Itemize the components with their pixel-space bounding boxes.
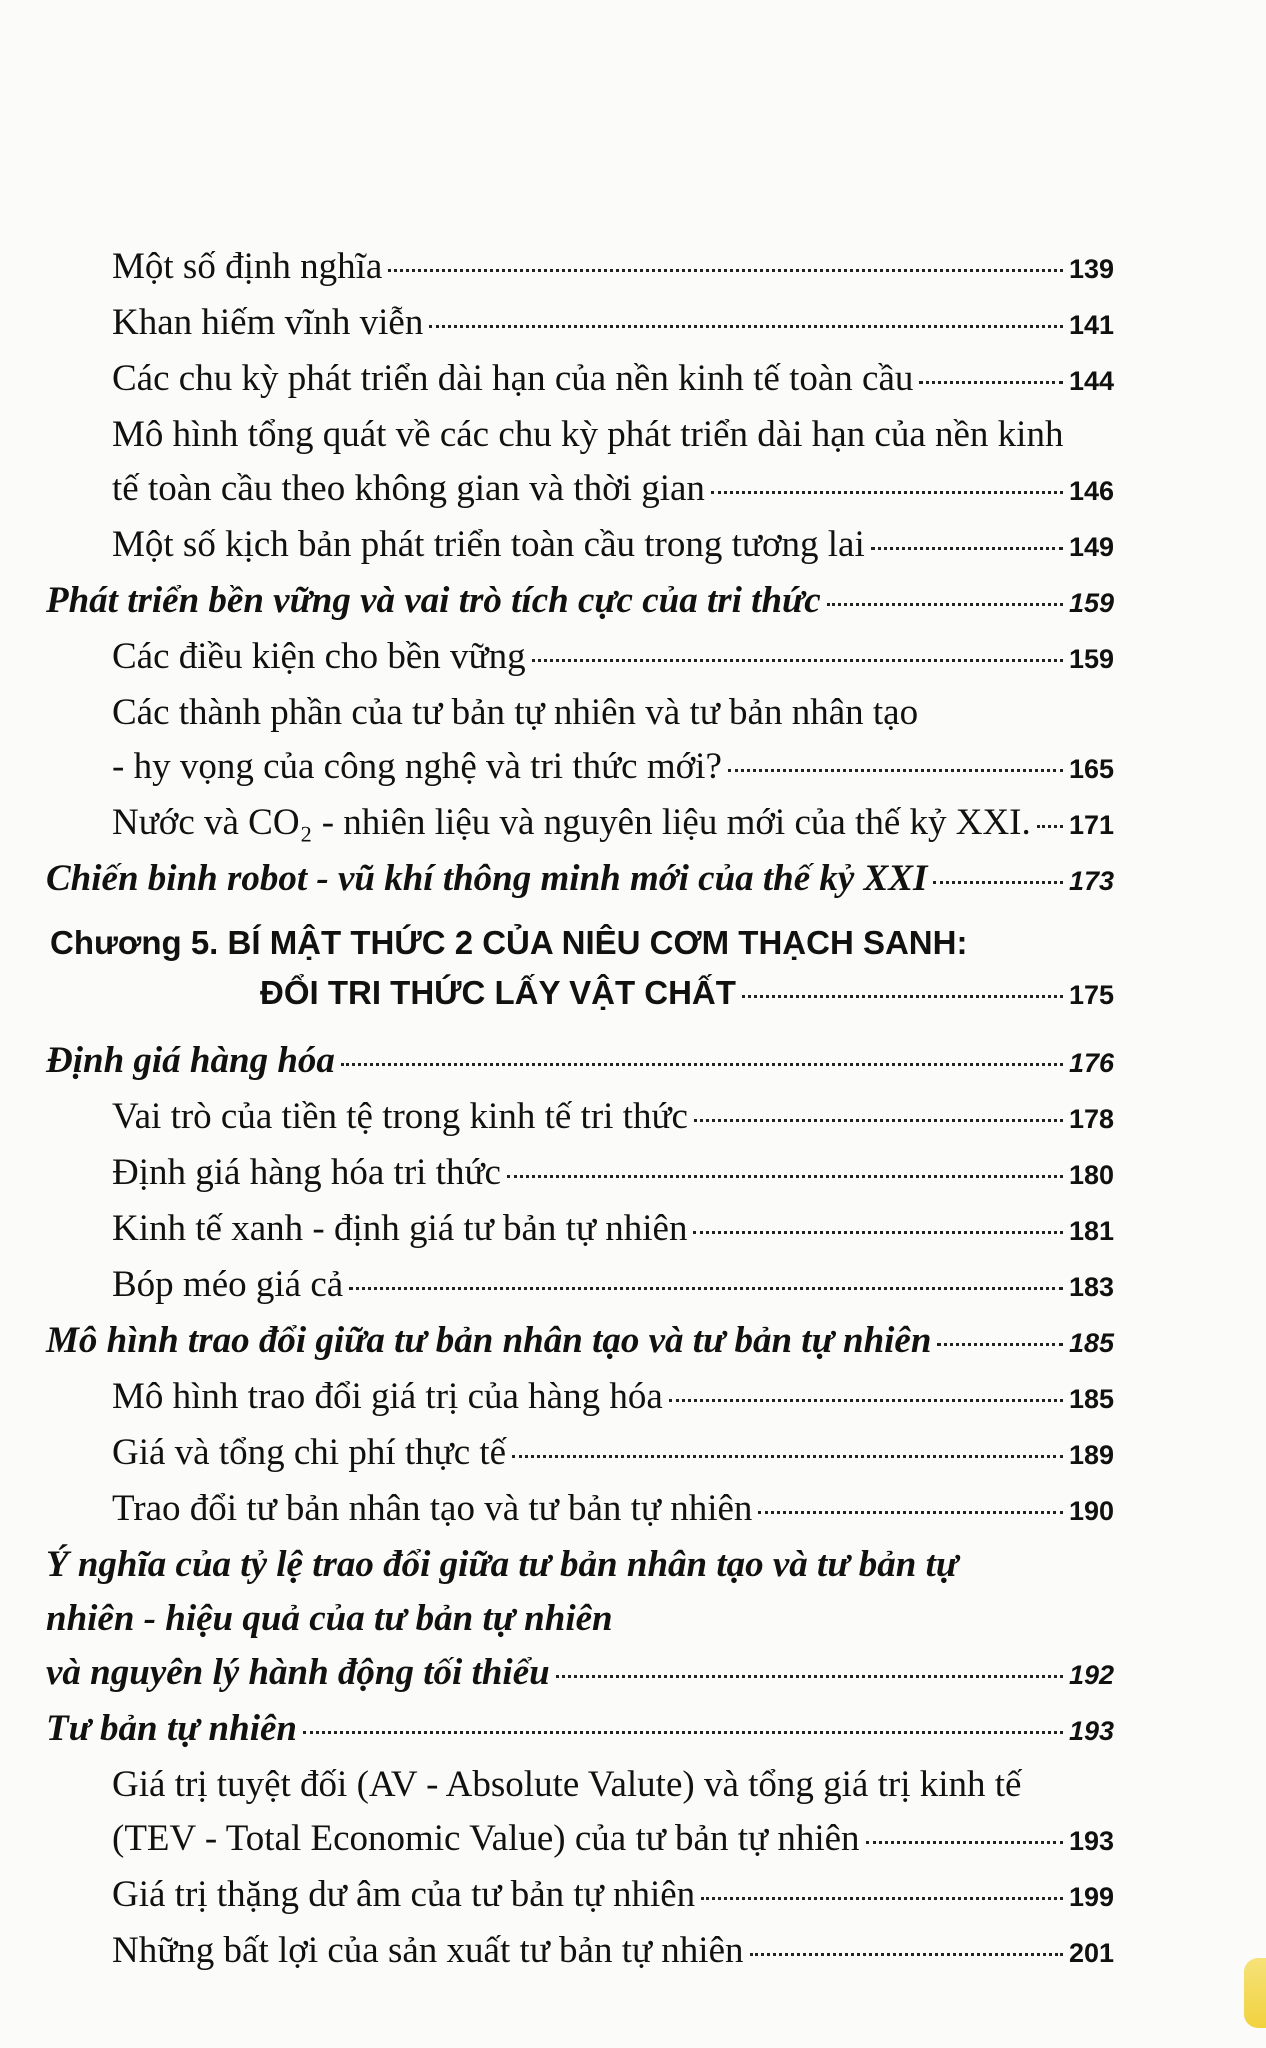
- toc-page-number: 192: [1068, 1660, 1114, 1690]
- toc-page-number: 190: [1068, 1496, 1114, 1526]
- toc-page-number: 139: [1068, 254, 1114, 284]
- toc-entry-row: [46, 574, 1114, 630]
- toc-entry-row: [46, 1646, 1114, 1702]
- toc-entry-sub: [112, 352, 1114, 408]
- toc-entry-sub: [112, 518, 1114, 574]
- toc-entry-main: [46, 1314, 1114, 1370]
- toc-entry-sub: [112, 1482, 1114, 1538]
- toc-entry-sub: [112, 240, 1114, 296]
- dot-leader: [871, 547, 1063, 550]
- toc-entry-row: [112, 796, 1114, 852]
- toc-entry-row: [46, 1034, 1114, 1090]
- dot-leader: [701, 1897, 1063, 1900]
- toc-entry-row: [112, 462, 1114, 518]
- toc-entry-title-line: Các chu kỳ phát triển dài hạn của nền kinh tế toàn cầu: [112, 358, 914, 399]
- toc-entry-sub: [112, 1258, 1114, 1314]
- toc-entry-row: [112, 1482, 1114, 1538]
- toc-entry-sub: [112, 1924, 1114, 1980]
- dot-leader: [669, 1399, 1063, 1402]
- toc-entry-title-line: Nước và CO₂ - nhiên liệu và nguyên liệu mới của thế kỷ XXI.: [112, 802, 1031, 843]
- dot-leader: [711, 491, 1063, 494]
- toc-entry-row: [112, 518, 1114, 574]
- toc-entry-row: [112, 352, 1114, 408]
- toc-entry-title-line: Bóp méo giá cả: [112, 1264, 344, 1305]
- dot-leader: [512, 1455, 1063, 1458]
- toc-entry-row: [46, 852, 1114, 908]
- toc-page-number: 175: [1068, 980, 1114, 1010]
- dot-leader: [693, 1231, 1062, 1234]
- toc-entry-sub: [112, 1146, 1114, 1202]
- toc-entry-row: [112, 1146, 1114, 1202]
- toc-entry-row: [112, 1868, 1114, 1924]
- toc-entry-title-line: Những bất lợi của sản xuất tư bản tự nhiên: [112, 1930, 744, 1971]
- dot-leader: [919, 381, 1063, 384]
- toc-entry-title-line: ĐỔI TRI THỨC LẤY VẬT CHẤT: [260, 974, 736, 1011]
- toc-entry-title-line: (TEV - Total Economic Value) của tư bản tự nhiên: [112, 1818, 860, 1859]
- toc-page-number: 176: [1068, 1048, 1114, 1078]
- toc-entry-row: [50, 968, 1114, 1020]
- toc-entry-sub: [112, 630, 1114, 686]
- dot-leader: [507, 1175, 1063, 1178]
- toc-page-number: 180: [1068, 1160, 1114, 1190]
- dot-leader: [827, 603, 1063, 606]
- toc-entry-title-line: Mô hình tổng quát về các chu kỳ phát triển dài hạn của nền kinh: [112, 414, 1064, 455]
- toc-entry-title-line: tế toàn cầu theo không gian và thời gian: [112, 468, 705, 509]
- toc-page-number: 141: [1068, 310, 1114, 340]
- toc-entry-row: [112, 1924, 1114, 1980]
- dot-leader: [1037, 825, 1063, 828]
- toc-entry-row: [112, 240, 1114, 296]
- toc-entry-sub: [112, 686, 1114, 796]
- toc-entry-main: [46, 574, 1114, 630]
- toc-entry-title-line: Mô hình trao đổi giữa tư bản nhân tạo và tư bản tự nhiên: [46, 1320, 932, 1361]
- toc-page-number: 165: [1068, 754, 1114, 784]
- toc-entry-title-line: Tư bản tự nhiên: [46, 1708, 297, 1749]
- dot-leader: [742, 995, 1063, 998]
- toc-entry-row: [112, 1258, 1114, 1314]
- toc-entry-row: [112, 296, 1114, 352]
- toc-entry-sub: [112, 296, 1114, 352]
- dot-leader: [933, 881, 1063, 884]
- toc-entry-title-line: Mô hình trao đổi giá trị của hàng hóa: [112, 1376, 663, 1417]
- toc-page-number: 189: [1068, 1440, 1114, 1470]
- dot-leader: [694, 1119, 1063, 1122]
- toc-page-number: 183: [1068, 1272, 1114, 1302]
- toc-entry-title-line: Một số kịch bản phát triển toàn cầu trong tương lai: [112, 524, 865, 565]
- toc-entry-sub: [112, 1758, 1114, 1868]
- toc-entry-title-line: Trao đổi tư bản nhân tạo và tư bản tự nhiên: [112, 1488, 753, 1529]
- toc-entry-title-line: Định giá hàng hóa tri thức: [112, 1152, 501, 1193]
- toc-page-number: 193: [1068, 1826, 1114, 1856]
- toc-entry-sub: [112, 1090, 1114, 1146]
- toc-entry-title-line: Giá trị thặng dư âm của tư bản tự nhiên: [112, 1874, 696, 1915]
- toc-entry-title-line: Một số định nghĩa: [112, 246, 383, 287]
- toc-entry-title-line: Các điều kiện cho bền vững: [112, 636, 526, 677]
- toc-entry-sub: [112, 1426, 1114, 1482]
- dot-leader: [728, 769, 1063, 772]
- toc-page-number: 149: [1068, 532, 1114, 562]
- toc-page-number: 201: [1068, 1938, 1114, 1968]
- dot-leader: [556, 1675, 1063, 1678]
- toc-entry-main: [46, 1702, 1114, 1758]
- toc-entry-row: [112, 1426, 1114, 1482]
- toc-entry-row: [112, 1812, 1114, 1868]
- toc-entry-row: [112, 1370, 1114, 1426]
- toc-page-number: 146: [1068, 476, 1114, 506]
- toc-page-number: 185: [1068, 1328, 1114, 1358]
- toc-entry-row: [112, 740, 1114, 796]
- dot-leader: [303, 1731, 1063, 1734]
- toc-entry-row: [112, 1202, 1114, 1258]
- toc-entry-sub: [112, 1370, 1114, 1426]
- dot-leader: [758, 1511, 1063, 1514]
- dot-leader: [349, 1287, 1063, 1290]
- toc-page-number: 159: [1068, 588, 1114, 618]
- toc-entry-sub: [112, 1868, 1114, 1924]
- toc-entry-title-line: Định giá hàng hóa: [46, 1040, 335, 1081]
- toc-entry-title-line: Kinh tế xanh - định giá tư bản tự nhiên: [112, 1208, 688, 1249]
- page-edge-mark: [1244, 1958, 1266, 2028]
- toc-entry-title-line: Vai trò của tiền tệ trong kinh tế tri thức: [112, 1096, 688, 1137]
- toc-entry-title-line: nhiên - hiệu quả của tư bản tự nhiên: [46, 1598, 613, 1639]
- toc-entry-row: [46, 1314, 1114, 1370]
- toc-entry-title-line: Ý nghĩa của tỷ lệ trao đổi giữa tư bản nhân tạo và tư bản tự: [46, 1544, 959, 1585]
- toc-page-number: 181: [1068, 1216, 1114, 1246]
- toc-page-number: 193: [1068, 1716, 1114, 1746]
- toc-entry-row: [112, 1090, 1114, 1146]
- toc-entry-title-line: Chương 5. BÍ MẬT THỨC 2 CỦA NIÊU CƠM THẠCH SANH:: [50, 924, 968, 961]
- toc-page-number: 144: [1068, 366, 1114, 396]
- dot-leader: [532, 659, 1063, 662]
- toc-page-number: 171: [1068, 810, 1114, 840]
- toc-entry-title-line: Chiến binh robot - vũ khí thông minh mới của thế kỷ XXI: [46, 858, 928, 899]
- toc-entry-row: [46, 1702, 1114, 1758]
- toc-entry-title-line: Các thành phần của tư bản tự nhiên và tư bản nhân tạo: [112, 692, 919, 733]
- toc-entry-title-line: - hy vọng của công nghệ và tri thức mới?: [112, 746, 722, 787]
- toc-entry-sub: [112, 796, 1114, 852]
- toc-entry-row: [112, 630, 1114, 686]
- toc-entry-title-line: Phát triển bền vững và vai trò tích cực của tri thức: [46, 580, 821, 621]
- toc-entry-main: [46, 1538, 1114, 1702]
- toc-entry-title-line: Giá và tổng chi phí thực tế: [112, 1432, 507, 1473]
- toc-entry-sub: [112, 1202, 1114, 1258]
- toc-entry-chapter: [50, 918, 1114, 1020]
- toc-page-number: 185: [1068, 1384, 1114, 1414]
- dot-leader: [866, 1841, 1063, 1844]
- toc-entry-sub: [112, 408, 1114, 518]
- toc-entry-title-line: Giá trị tuyệt đối (AV - Absolute Valute) và tổng giá trị kinh tế: [112, 1764, 1022, 1805]
- dot-leader: [750, 1953, 1063, 1956]
- dot-leader: [341, 1063, 1063, 1066]
- toc-entry-title-line: Khan hiếm vĩnh viễn: [112, 302, 424, 343]
- toc-entry-main: [46, 852, 1114, 908]
- toc-entry-main: [46, 1034, 1114, 1090]
- toc-page-number: 159: [1068, 644, 1114, 674]
- toc-page-number: 178: [1068, 1104, 1114, 1134]
- dot-leader: [388, 269, 1063, 272]
- toc-entry-title-line: và nguyên lý hành động tối thiểu: [46, 1652, 550, 1693]
- toc-page-number: 173: [1068, 866, 1114, 896]
- dot-leader: [429, 325, 1063, 328]
- table-of-contents: [0, 240, 1266, 1980]
- toc-page-number: 199: [1068, 1882, 1114, 1912]
- dot-leader: [937, 1343, 1063, 1346]
